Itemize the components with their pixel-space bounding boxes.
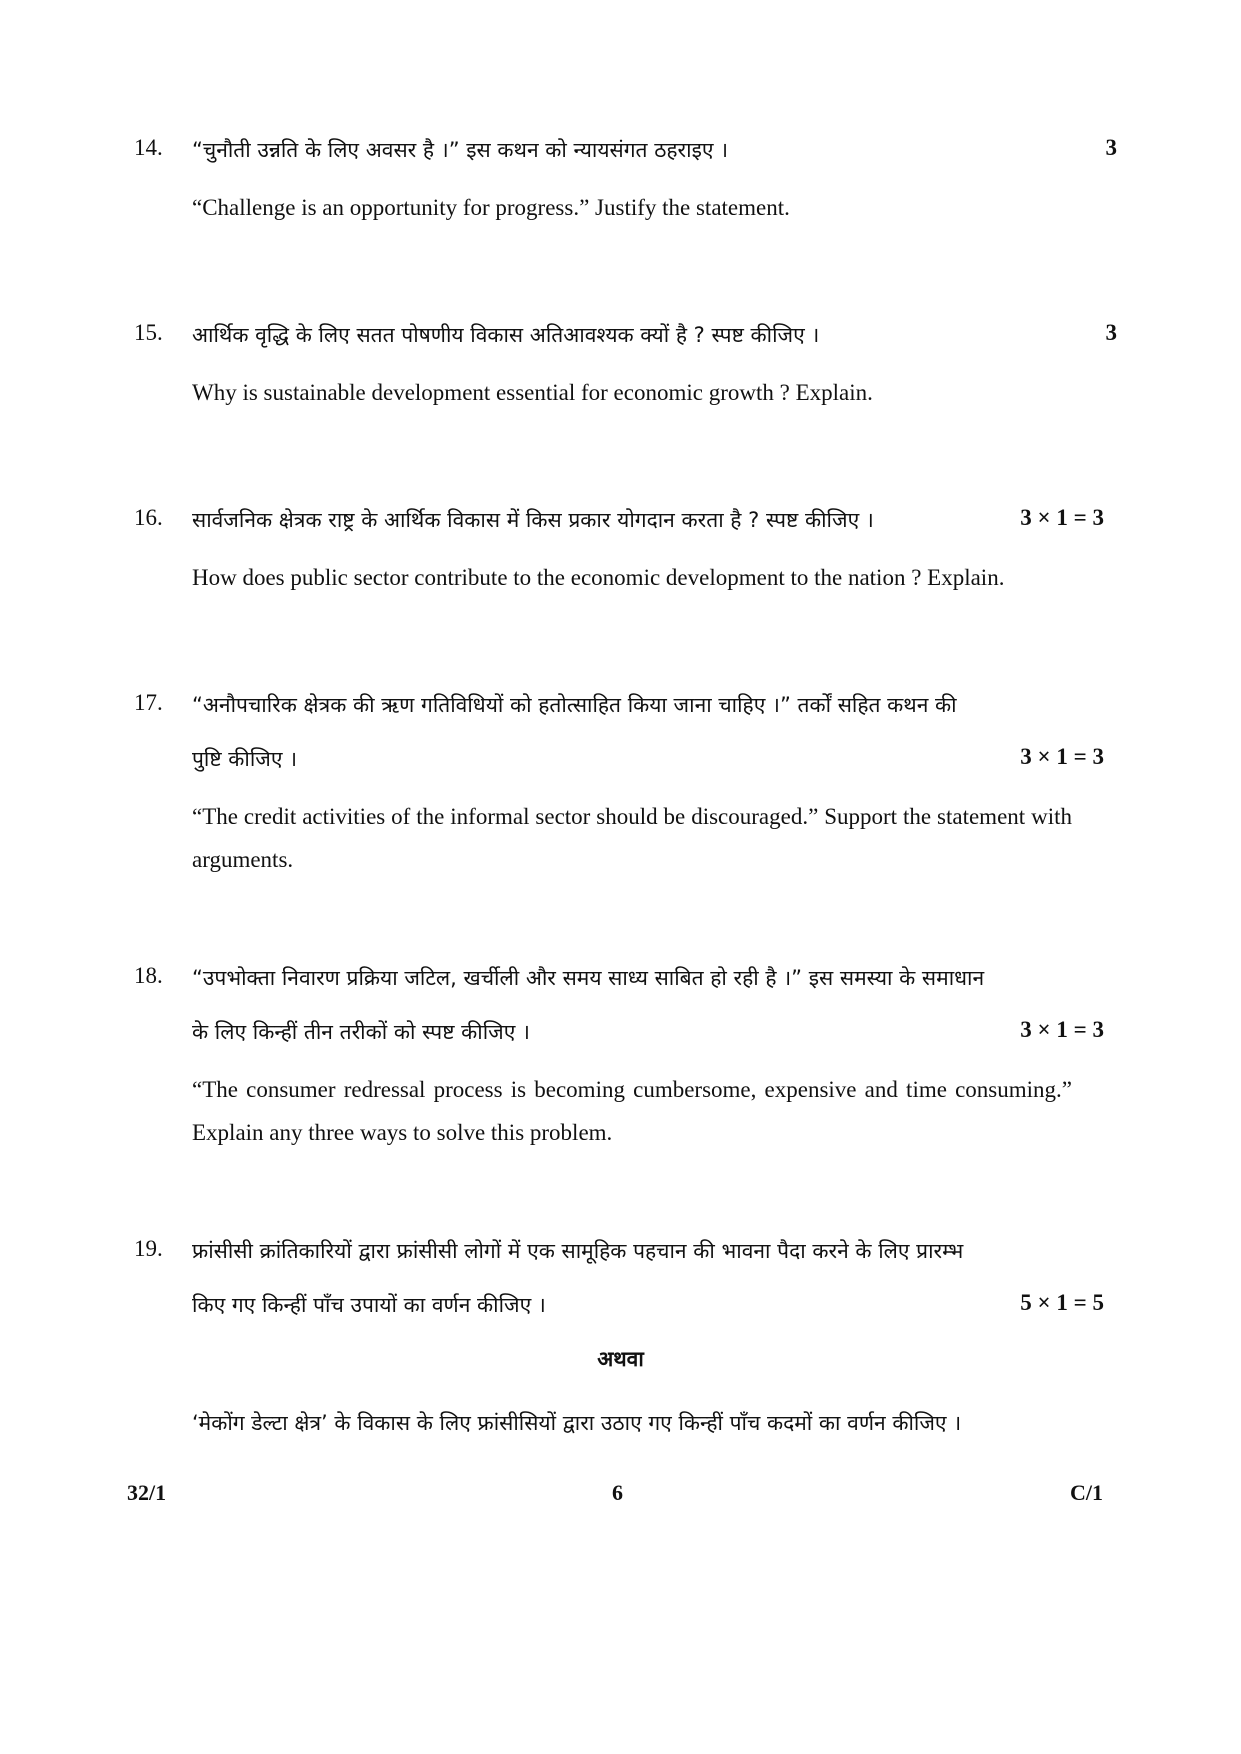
question-number: 16. xyxy=(134,505,163,530)
set-code: C/1 xyxy=(1070,1480,1103,1505)
question-marks: 3 × 1 = 3 xyxy=(1020,744,1104,769)
question-number: 14. xyxy=(134,135,163,160)
question-marks: 3 × 1 = 3 xyxy=(1020,1017,1104,1042)
question-english-text: How does public sector contribute to the economic development to the nation ? Explain. xyxy=(192,565,1005,590)
question-hindi-line-2: पुष्टि कीजिए । xyxy=(192,747,298,771)
question-number: 17. xyxy=(134,690,163,715)
question-marks: 5 × 1 = 5 xyxy=(1020,1290,1104,1315)
page-number: 6 xyxy=(612,1480,623,1505)
question-hindi-text: “चुनौती उन्नति के लिए अवसर है ।” इस कथन को न्यायसंगत ठहराइए । xyxy=(192,138,729,162)
question-hindi-text: सार्वजनिक क्षेत्रक राष्ट्र के आर्थिक विकास में किस प्रकार योगदान करता है ? स्पष्ट कीजिए । xyxy=(192,508,874,532)
or-label: अथवा xyxy=(597,1347,644,1371)
question-number: 19. xyxy=(134,1236,163,1261)
question-hindi-text: आर्थिक वृद्धि के लिए सतत पोषणीय विकास अतिआवश्यक क्यों है ? स्पष्ट कीजिए । xyxy=(192,323,820,347)
question-marks: 3 xyxy=(1105,135,1117,160)
question-hindi-line-1: “उपभोक्ता निवारण प्रक्रिया जटिल, खर्चीली और समय साध्य साबित हो रही है ।” इस समस्या के समाधान xyxy=(192,966,985,990)
question-hindi-line-2: किए गए किन्हीं पाँच उपायों का वर्णन कीजिए । xyxy=(192,1293,546,1317)
question-number: 15. xyxy=(134,320,163,345)
question-marks: 3 × 1 = 3 xyxy=(1020,505,1104,530)
question-english-text: “The consumer redressal process is becoming cumbersome, expensive and time consuming.” Explain any three ways to solve this problem. xyxy=(192,1077,1072,1145)
alternative-question-hindi: ‘मेकोंग डेल्टा क्षेत्र’ के विकास के लिए फ्रांसीसियों द्वारा उठाए गए किन्हीं पाँच कदमों का वर्णन कीजिए । xyxy=(192,1411,962,1435)
paper-code: 32/1 xyxy=(127,1480,167,1505)
question-hindi-line-1: फ्रांसीसी क्रांतिकारियों द्वारा फ्रांसीसी लोगों में एक सामूहिक पहचान की भावना पैदा करने के लिए प्रारम्भ xyxy=(192,1239,964,1263)
question-hindi-line-1: “अनौपचारिक क्षेत्रक की ऋण गतिविधियों को हतोत्साहित किया जाना चाहिए ।” तर्कों सहित कथन की xyxy=(192,693,957,717)
question-english-text: Why is sustainable development essential for economic growth ? Explain. xyxy=(192,380,873,405)
question-number: 18. xyxy=(134,963,163,988)
question-hindi-line-2: के लिए किन्हीं तीन तरीकों को स्पष्ट कीजिए । xyxy=(192,1020,530,1044)
question-english-text: “Challenge is an opportunity for progress.” Justify the statement. xyxy=(192,195,790,220)
question-marks: 3 xyxy=(1105,320,1117,345)
question-english-text: “The credit activities of the informal sector should be discouraged.” Support the statement with arguments. xyxy=(192,804,1072,872)
